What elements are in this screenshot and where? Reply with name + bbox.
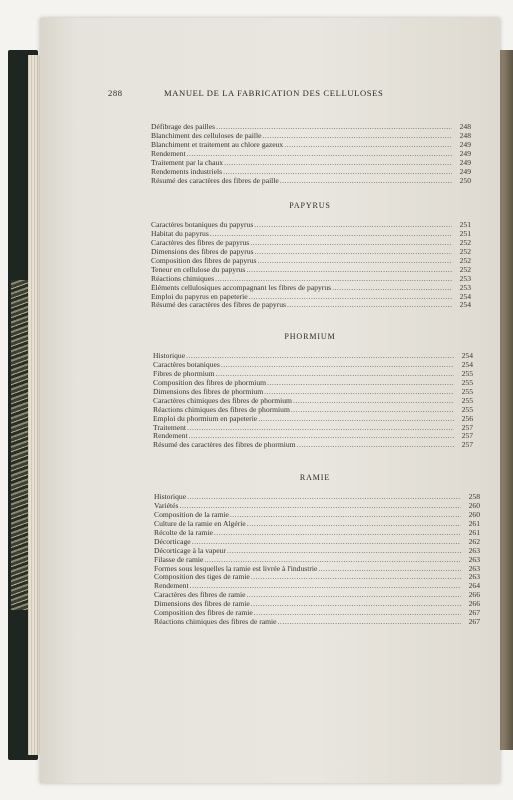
- toc-entry-page: 249: [459, 149, 471, 158]
- toc-entry: [154, 493, 480, 502]
- toc-leader-dots: [223, 168, 452, 177]
- toc-entry-label: Décorticage: [154, 537, 191, 546]
- toc-entry-page: 254: [459, 292, 471, 301]
- toc-entry-label: Réactions chimiques des fibres de ramie: [154, 618, 277, 627]
- toc-entry-page: 267: [468, 618, 480, 627]
- toc-entry: [154, 609, 480, 618]
- toc-entry: [154, 529, 480, 538]
- toc-leader-dots: [192, 538, 461, 547]
- toc-entry: [151, 301, 471, 310]
- toc-entry: [154, 538, 480, 547]
- toc-leader-dots: [187, 150, 452, 159]
- toc-entry-label: Composition des fibres de phormium: [153, 378, 267, 387]
- toc-leader-dots: [332, 284, 452, 293]
- toc-entry: [154, 547, 480, 556]
- toc-entry-label: Formes sous lesquelles la ramie est livrée à l'industrie: [154, 564, 318, 573]
- toc-entry: [153, 370, 473, 379]
- toc-entry-label: Fibres de phormium: [153, 369, 215, 378]
- toc-entry-page: 249: [459, 140, 471, 149]
- toc-entry: [154, 582, 480, 591]
- toc-entry-label: Dimensions des fibres de phormium: [153, 387, 264, 396]
- toc-entry-label: Rendement: [153, 432, 188, 441]
- toc-leader-dots: [278, 618, 461, 627]
- book-cover-right: [499, 50, 513, 750]
- toc-entry-page: 255: [461, 405, 473, 414]
- toc-leader-dots: [258, 415, 454, 424]
- toc-leader-dots: [247, 520, 461, 529]
- toc-leader-dots: [230, 511, 461, 520]
- section-title-ramie: RAMIE: [299, 473, 331, 482]
- toc-entry-page: 261: [468, 519, 480, 528]
- section-title-papyrus: PAPYRUS: [289, 201, 331, 210]
- toc-entry-page: 255: [461, 369, 473, 378]
- toc-entry-label: Traitement par la chaux: [151, 158, 224, 167]
- toc-entry-label: Défibrage des pailles: [151, 123, 216, 131]
- page-number: 288: [108, 88, 123, 98]
- toc-leader-dots: [249, 293, 452, 302]
- toc-entry-page: 266: [468, 591, 480, 600]
- toc-entry-page: 251: [459, 229, 471, 238]
- toc-list-phormium: [153, 352, 473, 450]
- toc-entry-page: 257: [461, 423, 473, 432]
- toc-entry: [151, 284, 471, 293]
- toc-entry-label: Résumé des caractères des fibres de papyrus: [151, 301, 286, 310]
- toc-entry: [153, 406, 473, 415]
- toc-entry-page: 252: [459, 238, 471, 247]
- toc-entry-label: Caractères chimiques des fibres de phormium: [153, 396, 292, 405]
- toc-leader-dots: [227, 547, 461, 556]
- toc-leader-dots: [280, 177, 452, 186]
- toc-entry-label: Blanchiment et traitement au chlore gazeux: [151, 140, 284, 149]
- toc-leader-dots: [216, 370, 454, 379]
- toc-entry-label: Historique: [154, 493, 187, 501]
- toc-entry: [153, 379, 473, 388]
- toc-leader-dots: [251, 573, 461, 582]
- toc-leader-dots: [216, 123, 452, 132]
- toc-entry-page: 264: [468, 582, 480, 591]
- toc-entry: [153, 415, 473, 424]
- toc-entry: [154, 565, 480, 574]
- toc-leader-dots: [210, 230, 452, 239]
- toc-leader-dots: [251, 600, 461, 609]
- toc-entry: [151, 159, 471, 168]
- toc-entry: [151, 123, 471, 132]
- toc-leader-dots: [179, 502, 461, 511]
- toc-entry-page: 260: [468, 501, 480, 510]
- toc-entry-label: Traitement: [153, 423, 187, 432]
- toc-leader-dots: [263, 132, 453, 141]
- toc-entry: [151, 257, 471, 266]
- toc-entry-label: Rendement: [154, 582, 189, 591]
- toc-entry: [151, 230, 471, 239]
- toc-entry-page: 267: [468, 609, 480, 618]
- toc-entry: [153, 388, 473, 397]
- toc-entry: [151, 150, 471, 159]
- toc-entry-page: 255: [461, 378, 473, 387]
- toc-leader-dots: [224, 159, 452, 168]
- toc-leader-dots: [318, 565, 461, 574]
- toc-entry-label: Composition des fibres de papyrus: [151, 256, 257, 265]
- toc-entry-page: 252: [459, 247, 471, 256]
- toc-entry-label: Caractères des fibres de ramie: [154, 591, 246, 600]
- toc-leader-dots: [186, 352, 454, 361]
- toc-entry-label: Caractères botaniques: [153, 360, 220, 369]
- toc-leader-dots: [189, 432, 454, 441]
- toc-entry-label: Historique: [153, 352, 186, 360]
- toc-entry: [153, 361, 473, 370]
- toc-leader-dots: [246, 266, 452, 275]
- toc-entry-page: 253: [459, 274, 471, 283]
- toc-leader-dots: [221, 361, 454, 370]
- toc-entry-label: Décorticage à la vapeur: [154, 546, 226, 555]
- running-header: [108, 88, 408, 100]
- toc-entry: [151, 177, 471, 186]
- toc-entry-label: Composition des tiges de ramie: [154, 573, 250, 582]
- toc-entry-label: Composition de la ramie: [154, 510, 229, 519]
- toc-leader-dots: [257, 257, 452, 266]
- toc-entry-page: 258: [468, 493, 480, 501]
- toc-entry-label: Culture de la ramie en Algérie: [154, 519, 246, 528]
- toc-entry: [151, 141, 471, 150]
- toc-entry: [151, 293, 471, 302]
- running-title: MANUEL DE LA FABRICATION DES CELLULOSES: [164, 88, 384, 98]
- toc-entry-page: 260: [468, 510, 480, 519]
- toc-entry-label: Variétés: [154, 501, 179, 510]
- toc-entry: [154, 573, 480, 582]
- toc-leader-dots: [255, 248, 453, 257]
- toc-entry: [154, 556, 480, 565]
- toc-leader-dots: [293, 397, 454, 406]
- toc-leader-dots: [250, 239, 452, 248]
- toc-entry-page: 254: [459, 301, 471, 310]
- toc-entry: [153, 424, 473, 433]
- toc-entry-page: 263: [468, 555, 480, 564]
- section-title-phormium: PHORMIUM: [284, 332, 336, 341]
- toc-entry: [151, 248, 471, 257]
- toc-entry-page: 248: [459, 123, 471, 131]
- toc-entry: [154, 502, 480, 511]
- toc-entry: [154, 511, 480, 520]
- toc-entry-label: Résumé des caractères des fibres de phormium: [153, 441, 296, 450]
- toc-entry: [154, 591, 480, 600]
- toc-entry-label: Teneur en cellulose du papyrus: [151, 265, 246, 274]
- toc-entry: [154, 618, 480, 627]
- toc-entry-page: 256: [461, 414, 473, 423]
- toc-entry: [154, 520, 480, 529]
- toc-entry-page: 249: [459, 167, 471, 176]
- toc-entry-label: Composition des fibres de ramie: [154, 609, 253, 618]
- toc-entry-label: Résumé des caractères des fibres de paille: [151, 176, 279, 185]
- toc-entry-label: Caractères des fibres de papyrus: [151, 238, 250, 247]
- toc-entry-page: 252: [459, 265, 471, 274]
- toc-entry-page: 254: [461, 360, 473, 369]
- toc-entry-page: 255: [461, 387, 473, 396]
- toc-list-ramie: [154, 493, 480, 627]
- toc-entry-label: Dimensions des fibres de papyrus: [151, 247, 254, 256]
- toc-entry: [154, 600, 480, 609]
- toc-list-paille: [151, 123, 471, 186]
- toc-leader-dots: [254, 221, 452, 230]
- toc-entry: [153, 432, 473, 441]
- toc-leader-dots: [267, 379, 454, 388]
- toc-entry-label: Habitat du papyrus: [151, 229, 209, 238]
- toc-entry-label: Blanchiment des celluloses de paille: [151, 131, 262, 140]
- toc-leader-dots: [264, 388, 454, 397]
- toc-leader-dots: [204, 556, 461, 565]
- toc-entry-page: 261: [468, 528, 480, 537]
- toc-leader-dots: [297, 441, 454, 450]
- toc-entry: [153, 441, 473, 450]
- toc-entry-page: 262: [468, 537, 480, 546]
- toc-entry-page: 263: [468, 546, 480, 555]
- toc-entry-page: 263: [468, 573, 480, 582]
- toc-leader-dots: [215, 275, 452, 284]
- toc-entry: [151, 132, 471, 141]
- toc-leader-dots: [247, 591, 462, 600]
- toc-entry-label: Filasse de ramie: [154, 555, 204, 564]
- toc-entry-page: 255: [461, 396, 473, 405]
- toc-leader-dots: [287, 301, 452, 310]
- toc-entry-page: 257: [461, 441, 473, 450]
- toc-leader-dots: [187, 493, 461, 502]
- toc-entry: [151, 275, 471, 284]
- toc-entry-label: Rendement: [151, 149, 186, 158]
- toc-entry-page: 257: [461, 432, 473, 441]
- toc-entry-page: 251: [459, 221, 471, 229]
- toc-entry-label: Emploi du papyrus en papeterie: [151, 292, 248, 301]
- toc-entry-page: 266: [468, 600, 480, 609]
- toc-entry-label: Caractères botaniques du papyrus: [151, 221, 254, 229]
- toc-entry: [151, 266, 471, 275]
- toc-entry-page: 254: [461, 352, 473, 360]
- toc-entry-page: 249: [459, 158, 471, 167]
- toc-leader-dots: [284, 141, 452, 150]
- marbled-endpaper: [11, 280, 28, 610]
- toc-entry-label: Emploi du phormium en papeterie: [153, 414, 258, 423]
- toc-entry-label: Récolte de la ramie: [154, 528, 213, 537]
- toc-entry-label: Éléments cellulosiques accompagnant les fibres de papyrus: [151, 283, 332, 292]
- toc-entry: [151, 221, 471, 230]
- toc-leader-dots: [187, 424, 454, 433]
- toc-entry-page: 263: [468, 564, 480, 573]
- toc-entry-label: Réactions chimiques: [151, 274, 215, 283]
- toc-entry: [151, 239, 471, 248]
- toc-entry-label: Réactions chimiques des fibres de phormium: [153, 405, 290, 414]
- toc-entry-label: Rendements industriels: [151, 167, 223, 176]
- toc-entry-page: 252: [459, 256, 471, 265]
- toc-list-papyrus: [151, 221, 471, 310]
- toc-leader-dots: [214, 529, 461, 538]
- toc-leader-dots: [291, 406, 454, 415]
- toc-entry-page: 248: [459, 131, 471, 140]
- toc-leader-dots: [190, 582, 461, 591]
- toc-entry: [151, 168, 471, 177]
- toc-entry-page: 253: [459, 283, 471, 292]
- toc-entry: [153, 352, 473, 361]
- toc-entry-label: Dimensions des fibres de ramie: [154, 600, 250, 609]
- toc-entry-page: 250: [459, 176, 471, 185]
- toc-leader-dots: [254, 609, 461, 618]
- toc-entry: [153, 397, 473, 406]
